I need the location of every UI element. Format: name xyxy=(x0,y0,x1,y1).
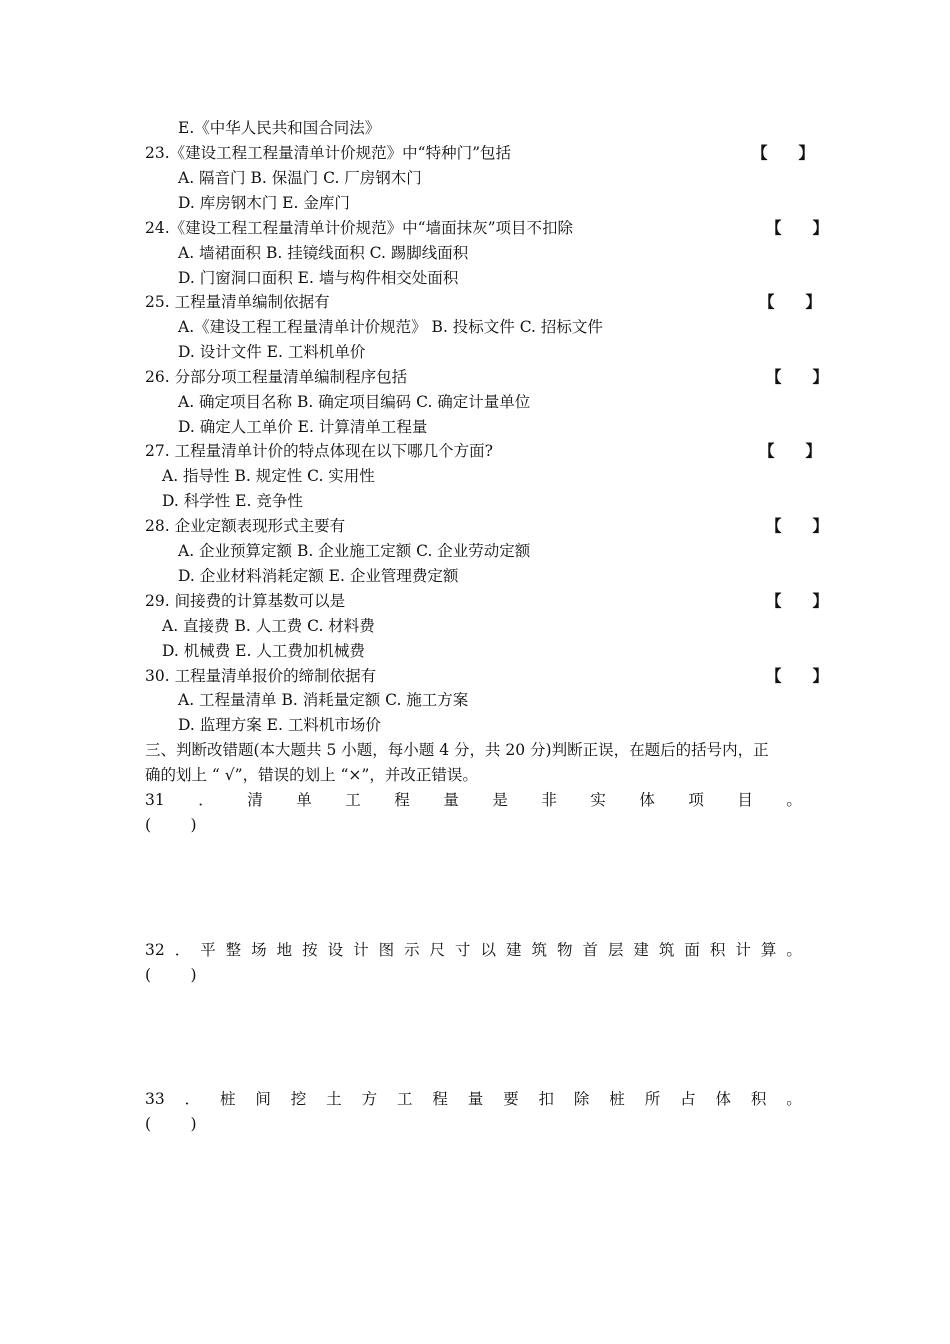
statement-char: 平 xyxy=(200,941,216,959)
statement-char: 按 xyxy=(302,941,318,959)
answer-bracket: 【 】 xyxy=(766,666,829,685)
statement-char: 层 xyxy=(607,941,624,959)
statement-char: 图 xyxy=(378,941,395,959)
judgement-statement xyxy=(145,1089,802,1109)
answer-parentheses: ( ) xyxy=(145,966,197,984)
statement-char: ． xyxy=(184,1090,201,1108)
statement-char: 以 xyxy=(480,941,497,959)
answer-bracket: 【 】 xyxy=(766,516,829,535)
question-line: D. 门窗洞口面积 E. 墙与构件相交处面积 xyxy=(178,269,459,287)
question-line: 29. 间接费的计算基数可以是 xyxy=(145,592,346,610)
statement-char: ． xyxy=(198,791,214,809)
statement-char: 量 xyxy=(467,1090,484,1108)
statement-char: 计 xyxy=(735,941,751,959)
statement-char: ． xyxy=(174,941,191,959)
statement-char: 土 xyxy=(326,1090,342,1108)
statement-char: 。 xyxy=(786,941,802,959)
statement-char: 寸 xyxy=(455,941,471,959)
question-line: A. 确定项目名称 B. 确定项目编码 C. 确定计量单位 xyxy=(178,393,531,411)
statement-char: 所 xyxy=(644,1090,661,1108)
statement-char: 桩 xyxy=(609,1090,625,1108)
statement-char: 非 xyxy=(541,791,557,809)
question-line: 23.《建设工程工程量清单计价规范》中“特种门”包括 xyxy=(145,144,511,162)
question-line: D. 库房钢木门 E. 金库门 xyxy=(178,194,350,212)
question-line: D. 设计文件 E. 工料机单价 xyxy=(178,343,366,361)
statement-char: 尺 xyxy=(429,941,446,959)
statement-char: 是 xyxy=(492,791,508,809)
question-line: D. 确定人工单价 E. 计算清单工程量 xyxy=(178,418,428,436)
statement-char: 体 xyxy=(715,1090,731,1108)
statement-char: 整 xyxy=(225,941,242,959)
statement-char: 实 xyxy=(590,791,606,809)
statement-char: 。 xyxy=(786,1090,802,1108)
question-line: A.《建设工程工程量清单计价规范》 B. 投标文件 C. 招标文件 xyxy=(178,318,603,336)
question-line: D. 监理方案 E. 工料机市场价 xyxy=(178,716,381,734)
question-line: 三、判断改错题(本大题共 5 小题，每小题 4 分，共 20 分)判断正误，在题后的括号内，正 xyxy=(145,741,769,759)
statement-char: 工 xyxy=(345,791,361,809)
answer-bracket: 【 】 xyxy=(759,292,822,311)
answer-bracket: 【 】 xyxy=(759,441,822,460)
statement-char: 建 xyxy=(506,941,522,959)
statement-char: 体 xyxy=(639,791,655,809)
statement-char: 建 xyxy=(633,941,649,959)
statement-char: 计 xyxy=(353,941,369,959)
question-line: 26. 分部分项工程量清单编制程序包括 xyxy=(145,368,408,386)
question-line: E.《中华人民共和国合同法》 xyxy=(178,119,381,137)
statement-char: 工 xyxy=(396,1090,413,1108)
statement-char: 示 xyxy=(404,941,420,959)
statement-char: 算 xyxy=(760,941,777,959)
answer-bracket: 【 】 xyxy=(766,591,829,610)
question-line: 28. 企业定额表现形式主要有 xyxy=(145,517,346,535)
question-line: A. 指导性 B. 规定性 C. 实用性 xyxy=(162,467,375,485)
statement-char: 量 xyxy=(443,791,459,809)
judgement-statement xyxy=(145,790,802,810)
statement-char: 。 xyxy=(786,791,802,809)
judgement-statement xyxy=(145,940,802,960)
question-line: D. 机械费 E. 人工费加机械费 xyxy=(162,642,365,660)
statement-char: 31 xyxy=(145,791,165,809)
answer-bracket: 【 】 xyxy=(766,218,829,237)
statement-char: 清 xyxy=(247,791,263,809)
statement-char: 地 xyxy=(276,941,293,959)
statement-char: 间 xyxy=(255,1090,271,1108)
question-line: 24.《建设工程工程量清单计价规范》中“墙面抹灰”项目不扣除 xyxy=(145,219,574,237)
question-line: D. 科学性 E. 竞争性 xyxy=(162,492,303,510)
statement-char: 目 xyxy=(737,791,753,809)
statement-char: 积 xyxy=(709,941,726,959)
answer-parentheses: ( ) xyxy=(145,1115,197,1133)
statement-char: 程 xyxy=(432,1090,448,1108)
statement-char: 物 xyxy=(556,941,573,959)
question-line: 30. 工程量清单报价的缔制依据有 xyxy=(145,667,377,685)
statement-char: 32 xyxy=(145,941,165,959)
statement-char: 程 xyxy=(394,791,410,809)
question-line: 27. 工程量清单计价的特点体现在以下哪几个方面? xyxy=(145,442,493,460)
statement-char: 33 xyxy=(145,1090,165,1108)
question-line: A. 墙裙面积 B. 挂镜线面积 C. 踢脚线面积 xyxy=(178,244,469,262)
statement-char: 面 xyxy=(684,941,700,959)
statement-char: 挖 xyxy=(290,1090,307,1108)
question-line: A. 工程量清单 B. 消耗量定额 C. 施工方案 xyxy=(178,691,469,709)
statement-char: 项 xyxy=(688,791,704,809)
statement-char: 除 xyxy=(573,1090,590,1108)
statement-char: 筑 xyxy=(658,941,675,959)
question-line: 25. 工程量清单编制依据有 xyxy=(145,293,330,311)
statement-char: 首 xyxy=(582,941,598,959)
question-line: D. 企业材料消耗定额 E. 企业管理费定额 xyxy=(178,567,459,585)
statement-char: 设 xyxy=(327,941,344,959)
statement-char: 桩 xyxy=(220,1090,236,1108)
question-line: 确的划上 “ √”，错误的划上 “×”，并改正错误。 xyxy=(145,766,478,784)
question-line: A. 企业预算定额 B. 企业施工定额 C. 企业劳动定额 xyxy=(178,542,531,560)
statement-char: 扣 xyxy=(538,1090,555,1108)
statement-char: 积 xyxy=(750,1090,767,1108)
statement-char: 场 xyxy=(251,941,267,959)
question-line: A. 隔音门 B. 保温门 C. 厂房钢木门 xyxy=(178,169,422,187)
statement-char: 单 xyxy=(296,791,312,809)
statement-char: 筑 xyxy=(531,941,547,959)
statement-char: 要 xyxy=(503,1090,519,1108)
answer-parentheses: ( ) xyxy=(145,816,197,834)
answer-bracket: 【 】 xyxy=(766,367,829,386)
answer-bracket: 【 】 xyxy=(752,143,815,162)
question-line: A. 直接费 B. 人工费 C. 材料费 xyxy=(162,617,375,635)
statement-char: 占 xyxy=(680,1090,696,1108)
statement-char: 方 xyxy=(361,1090,378,1108)
